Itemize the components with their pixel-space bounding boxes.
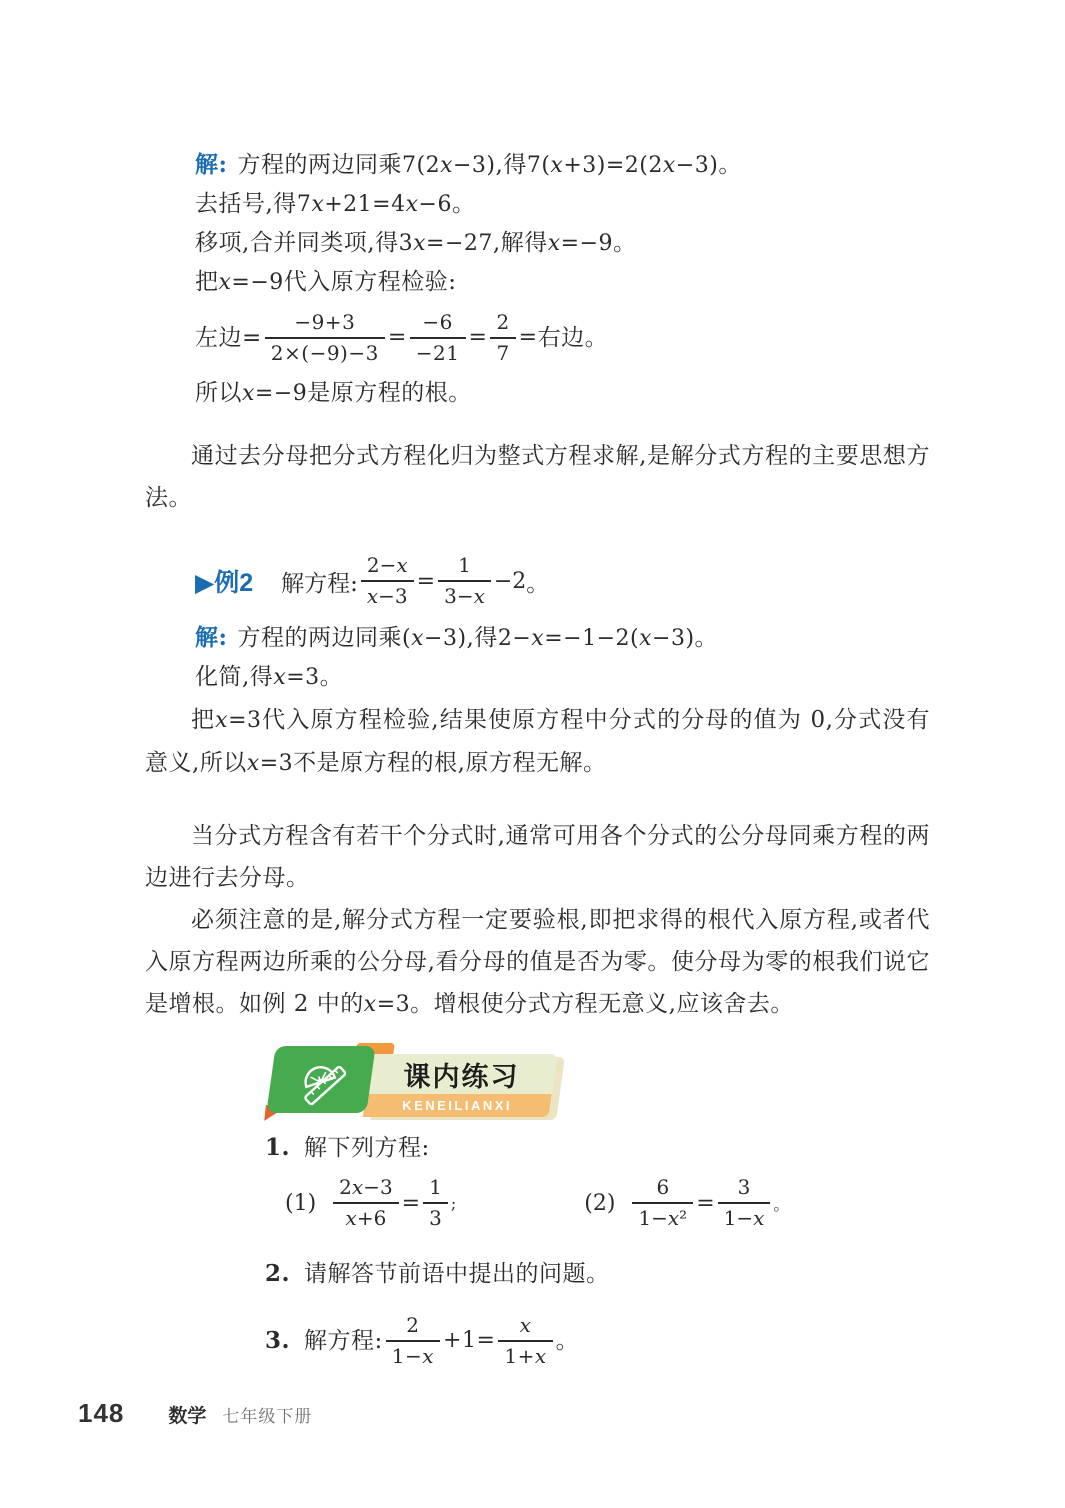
exercise-item-3 <box>265 1304 930 1378</box>
solution-label: 解: <box>195 151 228 178</box>
math-run <box>402 1191 420 1216</box>
text-run: 。 <box>773 1194 790 1214</box>
variable: x <box>218 270 232 295</box>
page-number: 148 <box>78 1398 125 1428</box>
math-run <box>527 153 718 178</box>
badge-title-band <box>366 1054 558 1094</box>
math-run <box>402 626 467 651</box>
footer-volume: 七年级下册 <box>222 1407 313 1426</box>
page-content <box>145 146 930 1378</box>
math-chars: −3 <box>378 584 408 608</box>
math-chars: −3) <box>453 153 496 178</box>
variable: x <box>345 1206 357 1230</box>
math-chars: 7( <box>526 153 551 178</box>
math-run <box>696 1191 714 1216</box>
solution-line <box>195 263 930 302</box>
math-run <box>443 1323 495 1359</box>
math-chars: 1+ <box>504 1344 535 1368</box>
text-run: ,得 <box>466 625 498 651</box>
math-chars: 1− <box>391 1344 423 1368</box>
text-run: 方程的两边同乘 <box>237 152 402 178</box>
variable: x <box>667 1206 680 1230</box>
numerator <box>423 1175 448 1204</box>
variable: x <box>363 992 377 1017</box>
text-run: 通过去分母把分式方程化归为整式方程求解,是解分式方程的主要思想方法。 <box>145 443 930 511</box>
math-run <box>219 270 284 295</box>
math-chars: 3− <box>444 584 474 608</box>
exercise-text <box>304 1256 610 1292</box>
math-run <box>273 665 319 690</box>
verification-equation <box>195 302 930 374</box>
variable: x <box>547 231 561 256</box>
math-chars: = <box>518 325 538 350</box>
solution-line <box>195 185 930 224</box>
denominator <box>498 1342 552 1369</box>
solution-line <box>195 658 930 697</box>
text-run: 当分式方程含有若干个分式时,通常可用各个分式的公分母同乘方程的两边进行去分母。 <box>145 823 930 891</box>
math-chars: = <box>416 568 436 594</box>
math-chars: −2 <box>493 568 527 594</box>
math-chars: 7 <box>496 341 510 365</box>
variable: x <box>242 381 255 406</box>
fraction <box>361 553 414 609</box>
text-run: 不是原方程的根,原方程无解。 <box>293 750 607 776</box>
fraction <box>438 553 491 609</box>
note-paragraph-2 <box>145 899 930 1026</box>
math-chars: +3)=2(2 <box>563 153 663 178</box>
math-chars: +21=4 <box>324 192 406 217</box>
math-chars: 3 <box>737 1175 751 1199</box>
variable: x <box>440 153 453 178</box>
numerator <box>386 1313 440 1342</box>
variable: x <box>351 1175 364 1199</box>
math-chars: −3 <box>363 1175 393 1199</box>
solution-text <box>238 152 742 178</box>
text-run: 。 <box>319 664 344 690</box>
text-run: 移项,合并同类项,得 <box>195 230 399 256</box>
math-chars: =3 <box>259 751 294 776</box>
math-chars: =3 <box>228 708 262 733</box>
method-paragraph <box>145 435 930 519</box>
solution-text <box>195 230 637 256</box>
text-run: 代入原方程检验: <box>283 269 457 295</box>
fraction <box>265 310 385 366</box>
denominator <box>438 582 491 609</box>
variable: x <box>550 153 564 178</box>
variable: x <box>753 1206 765 1230</box>
text-run: 。 <box>718 152 742 178</box>
solution-text <box>238 625 719 651</box>
part-equation <box>629 1175 789 1231</box>
math-chars: = <box>696 1190 715 1216</box>
math-run <box>399 231 493 256</box>
solution-line <box>195 374 930 413</box>
solution-text <box>195 380 472 406</box>
numerator <box>498 1313 552 1342</box>
solution-text <box>195 664 343 690</box>
fraction <box>410 310 466 366</box>
math-chars: −3) <box>652 626 695 651</box>
exercises-list <box>265 1130 930 1378</box>
math-chars: 6 <box>656 1175 670 1199</box>
section-badge-class-exercises <box>265 1046 565 1118</box>
variable: x <box>662 153 676 178</box>
math-chars: =−9 <box>560 231 614 256</box>
math-chars: =−9 <box>254 381 308 406</box>
fraction <box>718 1175 771 1231</box>
denominator <box>410 339 466 366</box>
variable: x <box>473 584 485 608</box>
math-run <box>402 153 496 178</box>
badge-subtitle: KENEILIANXI <box>402 1098 513 1113</box>
denominator <box>265 339 385 366</box>
exercise-item-2 <box>265 1256 930 1292</box>
numerator <box>265 310 385 339</box>
variable: x <box>215 708 229 733</box>
math-chars: 3 <box>429 1206 442 1230</box>
math-run <box>297 192 452 217</box>
math-run <box>494 569 526 594</box>
text-run: ,得 <box>495 152 527 178</box>
footer-subject: 数学 <box>168 1406 207 1427</box>
numerator <box>438 553 491 582</box>
math-chars: =3 <box>376 992 411 1017</box>
math-run <box>388 319 407 357</box>
fraction <box>333 1175 399 1231</box>
math-chars: 2 <box>496 310 510 334</box>
text-run: 所以 <box>195 380 242 406</box>
numerator <box>333 1175 399 1204</box>
denominator <box>333 1204 399 1231</box>
math-chars: −3) <box>424 626 467 651</box>
variable: x <box>411 626 425 651</box>
solution-line <box>195 146 930 185</box>
denominator <box>386 1342 440 1369</box>
math-chars: 7(2 <box>402 153 441 178</box>
exercise-number: 3. <box>265 1327 291 1354</box>
math-chars: −9+3 <box>294 310 356 334</box>
part-label: (2) <box>584 1190 616 1216</box>
math-chars: =−1−2( <box>544 626 640 651</box>
text-run: 解下列方程: <box>304 1135 430 1161</box>
variable: x <box>534 1344 547 1368</box>
example2-equation <box>281 545 549 617</box>
text-run: 代入原方程检验,结果使原方程中分式的分母的值为 0,分式没有意义,所以 <box>145 707 930 776</box>
math-chars: −3) <box>675 153 719 178</box>
math-chars: 1− <box>638 1206 668 1230</box>
variable: x <box>311 192 325 217</box>
math-chars: 2− <box>366 553 397 577</box>
text-run: 方程的两边同乘 <box>237 625 402 651</box>
solution-label: 解: <box>195 624 228 651</box>
exercise-equation <box>304 1313 579 1369</box>
math-chars: =3 <box>286 665 320 690</box>
math-chars: ² <box>679 1206 688 1230</box>
text-run: 右边。 <box>537 325 609 351</box>
solution-text <box>195 269 457 295</box>
math-run <box>498 626 695 651</box>
badge-icon-plate <box>266 1046 375 1113</box>
part-label: (1) <box>285 1190 317 1216</box>
variable: x <box>639 626 653 651</box>
math-chars: 1 <box>458 553 471 577</box>
badge-bands <box>363 1054 558 1117</box>
text-run: 解方程: <box>304 1328 383 1354</box>
text-run: 必须注意的是,解分式方程一定要验根,即把求得的根代入原方程,或者代入原方程两边所乘的公分母,看分母的值是否为零。使分母为零的根我们说它是增根。如例 2 中的 <box>145 907 930 1017</box>
text-run: 。 <box>613 230 637 256</box>
exercise-number: 2. <box>265 1260 291 1287</box>
variable: x <box>422 1344 435 1368</box>
denominator <box>718 1204 771 1231</box>
math-run <box>247 751 293 776</box>
numerator <box>361 553 414 582</box>
denominator <box>361 582 414 609</box>
denominator <box>423 1204 448 1231</box>
math-chars: +1= <box>443 1328 496 1353</box>
fraction <box>386 1313 440 1369</box>
solution-text <box>195 191 475 217</box>
protractor-ruler-icon <box>293 1052 349 1108</box>
math-run <box>417 569 435 594</box>
text-run: 解方程: <box>281 570 358 597</box>
badge-subtitle-band <box>363 1094 552 1117</box>
math-chars: 2 <box>406 1313 420 1337</box>
example2-label: ▶例2 <box>195 569 254 597</box>
math-chars: −21 <box>415 341 460 365</box>
text-run: 。 <box>526 570 550 597</box>
part-equation <box>330 1175 456 1231</box>
variable: x <box>531 626 545 651</box>
text-run: 把 <box>195 269 219 295</box>
variable: x <box>246 751 260 776</box>
text-run: 。增根使分式方程无意义,应该舍去。 <box>410 991 794 1017</box>
math-chars: = <box>401 1190 421 1216</box>
solution-block-example2 <box>195 619 930 697</box>
numerator <box>410 310 466 339</box>
math-chars: 7 <box>296 192 312 217</box>
text-run: 左边= <box>195 325 262 351</box>
variable: x <box>366 584 379 608</box>
math-chars: 2 <box>339 1175 352 1199</box>
math-chars: = <box>468 325 488 350</box>
exercise-text <box>304 1130 430 1166</box>
math-run <box>242 381 307 406</box>
numerator <box>632 1175 693 1204</box>
math-run <box>519 319 538 357</box>
denominator <box>490 339 515 366</box>
solution-line <box>195 619 930 658</box>
numerator <box>490 310 515 339</box>
fraction <box>423 1175 448 1231</box>
math-chars: 2×(−9)−3 <box>270 341 379 365</box>
text-run: 是原方程的根。 <box>307 380 472 406</box>
solution-block-example1 <box>195 146 930 413</box>
text-run: 请解答节前语中提出的问题。 <box>304 1261 610 1287</box>
solution-line <box>195 224 930 263</box>
math-run <box>469 319 488 357</box>
text-run: 。 <box>555 1328 580 1354</box>
math-chars: =−9 <box>231 270 284 295</box>
math-run <box>215 708 261 733</box>
math-chars: −6 <box>422 310 453 334</box>
variable: x <box>413 231 427 256</box>
text-run: 。 <box>451 191 476 217</box>
denominator <box>632 1204 693 1231</box>
example2-heading <box>195 543 930 619</box>
math-run <box>364 992 410 1017</box>
text-run: 化简,得 <box>195 664 274 690</box>
note-paragraph-1 <box>145 815 930 899</box>
math-chars: 2− <box>497 626 532 651</box>
fraction <box>498 1313 552 1369</box>
math-chars: 1 <box>429 1175 442 1199</box>
text-run: ; <box>450 1193 457 1213</box>
exercise-part-2 <box>584 1175 789 1231</box>
math-chars: −6 <box>418 192 452 217</box>
fraction <box>490 310 515 366</box>
math-chars: +6 <box>356 1206 387 1230</box>
math-chars: = <box>387 325 407 350</box>
exercise-item-1 <box>265 1130 930 1166</box>
variable: x <box>519 1313 532 1337</box>
variable: x <box>273 665 287 690</box>
fraction <box>632 1175 693 1231</box>
math-chars: =−27 <box>426 231 493 256</box>
exercise-number: 1. <box>265 1134 291 1161</box>
exercise-1-parts <box>285 1166 930 1240</box>
variable: x <box>396 553 408 577</box>
numerator <box>718 1175 771 1204</box>
text-run: 把 <box>191 707 216 733</box>
text-run: ,解得 <box>492 230 548 256</box>
math-run <box>548 231 613 256</box>
text-run: 去括号,得 <box>195 191 297 217</box>
exercise-part-1 <box>285 1175 456 1231</box>
math-chars: ( <box>402 626 412 651</box>
page-footer <box>78 1398 312 1429</box>
variable: x <box>405 192 419 217</box>
badge-title: 课内练习 <box>403 1061 520 1092</box>
math-chars: 1− <box>723 1206 754 1230</box>
math-chars: 3 <box>398 231 414 256</box>
text-run: 。 <box>694 625 719 651</box>
check-paragraph <box>145 699 930 785</box>
